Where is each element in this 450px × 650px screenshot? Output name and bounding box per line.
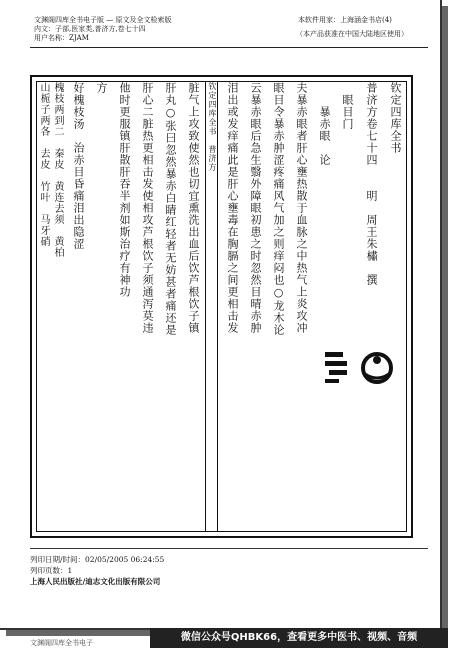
footer-print-date	[30, 555, 164, 565]
next-page-fragment: 文渊阁四库全书电子	[30, 639, 93, 647]
text-column: 泪出或发痒痛此是肝心壅毒在胸膈之间更相击发	[226, 82, 239, 334]
watermark-banner: 微信公众号QHBK66，查看更多中医书、视频、音频	[150, 628, 448, 648]
header-licensee: 本软件用家：上海涵金书店(4)	[298, 16, 392, 24]
header-divider	[30, 47, 428, 48]
text-column: 他时更服镇肝散肝吞半剂如斯治疗有神功	[118, 82, 131, 298]
text-column: 方	[95, 82, 108, 94]
text-frame-inner	[36, 81, 407, 532]
gutter-text: 钦定四库全书 普济方	[208, 82, 217, 172]
text-frame	[30, 75, 413, 538]
print-date-value: 02/05/2005 06:24:55	[85, 555, 165, 564]
print-date-label: 列印日期/时间：	[30, 555, 86, 564]
text-column: 脏气上攻致使然也切宜熏洗出血后饮芦根饮子镇	[187, 82, 200, 334]
footer-divider	[30, 548, 428, 549]
header-license-note: （本产品获准在中国大陆地区使用）	[296, 30, 408, 38]
footer-print-pages	[30, 566, 72, 576]
header-username: 用户名称：ZJAM	[34, 34, 89, 42]
publisher-logo	[325, 348, 415, 386]
gutter-line-left	[205, 82, 206, 531]
text-column: 夫暴赤眼者肝心壅热散于血脉之中热气上炎攻冲	[295, 82, 308, 334]
text-column: 眼目门	[341, 82, 354, 130]
text-column: 眼目令暴赤肿涩疼痛风气加之则痒闷也○龙木论	[272, 82, 285, 336]
footer-publisher: 上海人民出版社/迪志文化出版有限公司	[30, 577, 161, 586]
header-left	[34, 16, 171, 43]
gutter-line-right	[217, 82, 218, 531]
header-content-path: 内文：子部,医家类,普济方,卷七十四	[34, 25, 146, 33]
text-column: 暴赤眼 论	[318, 82, 331, 166]
text-column: 好槐枝汤 治赤目昏痛泪出隐涩	[72, 82, 85, 250]
text-column: 钦定四库全书	[389, 82, 402, 154]
header-title: 文渊阁四库全书电子版 — 原文及全文检索版	[34, 16, 172, 24]
text-column: 槐枝两到二 秦皮 黄连去须 黄柏	[52, 82, 63, 258]
text-column: 肝心二脏热更相击发使相攻芦根饮子须通泻莫违	[141, 82, 154, 334]
text-column: 山栀子两各 去皮 竹叶 马牙硝	[38, 82, 49, 247]
header-right	[298, 16, 408, 39]
text-column: 云暴赤眼后急生翳外障眼初患之时忽然目晴赤肿	[249, 82, 262, 334]
print-pages-value: 1	[67, 566, 73, 575]
text-column: 普济方卷七十四 明 周王朱橚 撰	[365, 82, 378, 286]
print-pages-label: 列印页数：	[30, 566, 68, 575]
text-column: 肝丸○张曰忽然暴赤白睛红轻者无妨甚者痛还是	[164, 82, 177, 336]
